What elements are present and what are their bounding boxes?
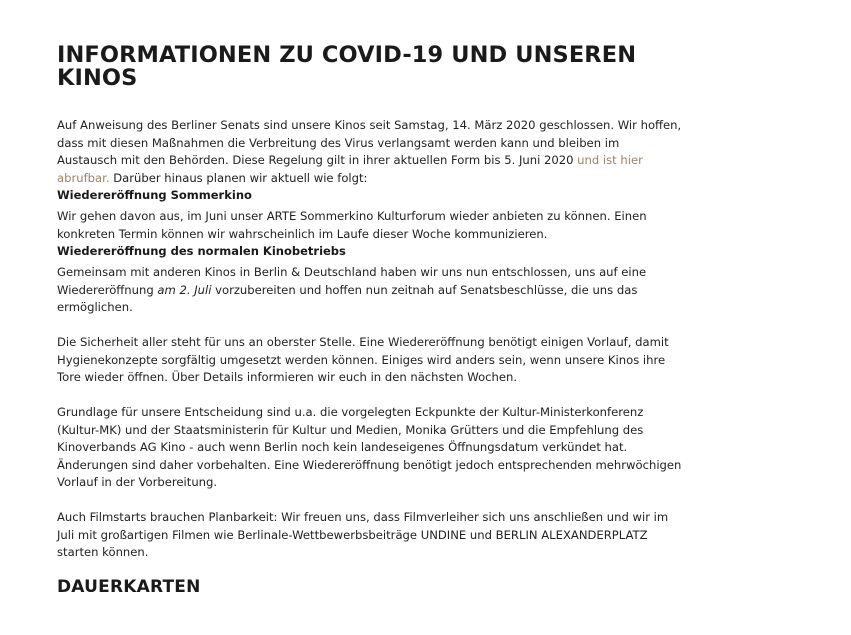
reopening-date: am 2. Juli	[157, 282, 212, 297]
main-content	[57, 44, 682, 597]
basis-paragraph: Grundlage für unsere Entscheidung sind u.a. die vorgelegten Eckpunkte der Kultur-Ministerkonferenz (Kultur-MK) und der Staatsministerin für Kultur und Medien, Monika Grütters und die Empfehlung des Kinoverbands AG Kino - auch wenn Berlin noch kein landeseigenes Öffnungsdatum verkündet hat. Änderungen sind daher vorbehalten. Eine Wiedereröffnung benötigt jedoch entsprechenden mehrwöchigen Vorlauf in der Vorbereitung.	[57, 405, 682, 489]
dauerkarten-heading: DAUERKARTEN	[57, 576, 201, 597]
intro-text-end: Darüber hinaus planen wir aktuell wie folgt:	[109, 170, 368, 185]
page-title: INFORMATIONEN ZU COVID-19 UND UNSEREN KINOS	[57, 42, 637, 91]
kinobetrieb-heading: Wiedereröffnung des normalen Kinobetriebs	[57, 244, 346, 258]
intro-paragraph	[57, 117, 682, 187]
intro-text-start: Auf Anweisung des Berliner Senats sind unsere Kinos seit Samstag, 14. März 2020 geschlossen. Wir hoffen, dass mit diesen Maßnahmen die Verbreitung des Virus verlangsamt werden kann und bleiben im Austausch mit den Behörden. Diese Regelung gilt in ihrer aktuellen Form bis 5. Juni 2020	[57, 118, 682, 167]
sommerkino-heading: Wiedereröffnung Sommerkino	[57, 188, 252, 202]
kinobetrieb-paragraph	[57, 264, 682, 317]
safety-paragraph: Die Sicherheit aller steht für uns an oberster Stelle. Eine Wiedereröffnung benötigt einigen Vorlauf, damit Hygienekonzepte sorgfältig umgesetzt werden können. Einiges wird anders sein, wenn unsere Kinos ihre Tore wieder öffnen. Über Details informieren wir euch in den nächsten Wochen.	[57, 335, 669, 384]
sommerkino-paragraph: Wir gehen davon aus, im Juni unser ARTE Sommerkino Kulturforum wieder anbieten zu können. Einen konkreten Termin können wir wahrscheinlich im Laufe dieser Woche kommunizieren.	[57, 209, 647, 241]
regulation-link[interactable]: und ist hier abrufbar.	[57, 153, 643, 185]
filmstarts-paragraph: Auch Filmstarts brauchen Planbarkeit: Wir freuen uns, dass Filmverleiher sich uns anschließen und wir im Juli mit großartigen Filmen wie Berlinale-Wettbewerbsbeiträge UNDINE und BERLIN ALEXANDERPLATZ starten können.	[57, 510, 669, 559]
kinobetrieb-text-start: Gemeinsam mit anderen Kinos in Berlin & Deutschland haben wir uns nun entschlossen, uns auf eine Wiedereröffnung	[57, 265, 647, 297]
kinobetrieb-text-end: vorzubereiten und hoffen nun zeitnah auf Senatsbeschlüsse, die uns das ermöglichen.	[57, 282, 638, 314]
